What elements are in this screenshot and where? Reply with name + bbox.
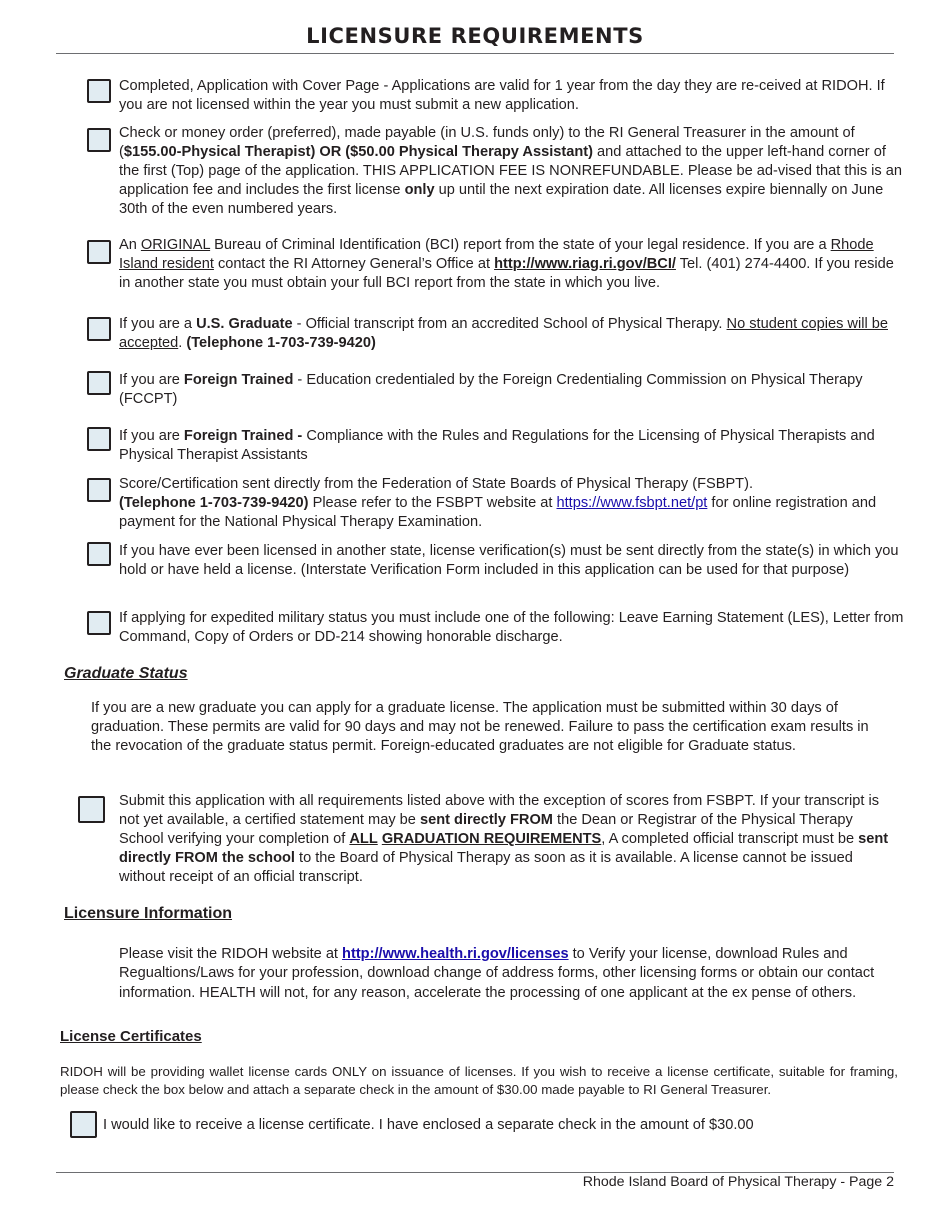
requirement-fee: Check or money order (preferred), made payable (in U.S. funds only) to the RI General Treasurer in the amount of ($155.00-Physical Therapist) OR ($50.00 Physical Therapy Assistant) and attached to the upper left-hand corner of the first (Top) page of the application. THIS APPLICATION FEE IS NONREFUNDABLE. Please be ad-vised that this is an application fee and includes the first license only up until the next expiration date. All licenses expire biennally on June 30th of the even numbered years. (119, 125, 902, 217)
bci-checkbox[interactable] (87, 240, 111, 264)
score-checkbox[interactable] (87, 478, 111, 502)
us-graduate-checkbox[interactable] (87, 317, 111, 341)
page-title: LICENSURE REQUIREMENTS (306, 24, 644, 48)
licensure-info-heading: Licensure Information (64, 905, 233, 922)
graduate-status-checkbox[interactable] (78, 796, 105, 823)
requirement-us-graduate: If you are a U.S. Graduate - Official transcript from an accredited School of Physical Therapy. No student copies will be accepted. (Telephone 1-703-739-9420) (119, 316, 888, 351)
certificate-checkbox[interactable] (70, 1111, 97, 1138)
requirement-military: If applying for expedited military status you must include one of the following: Leave Earning Statement (LES), Letter from Command, Copy of Orders or DD-214 showing honorable discharge. (119, 610, 904, 645)
fee-checkbox[interactable] (87, 128, 111, 152)
requirement-foreign-education: If you are Foreign Trained - Education credentialed by the Foreign Credentialing Commission on Physical Therapy (FCCPT) (119, 372, 863, 407)
license-certificates-heading: License Certificates (60, 1028, 202, 1045)
page-footer: Rhode Island Board of Physical Therapy - Page 2 (582, 1174, 894, 1190)
license-certificates-body: RIDOH will be providing wallet license cards ONLY on issuance of licenses. If you wish to receive a license certificate, suitable for framing, please check the box below and attach a separate check in the amount of $30.00 made payable to RI General Treasurer. (60, 1064, 898, 1098)
requirement-bci: An ORIGINAL Bureau of Criminal Identification (BCI) report from the state of your legal residence. If you are a Rhode Island resident contact the RI Attorney General’s Office at http://www.riag.ri.gov/BCI/ Tel. (401) 274-4400. If you reside in another state you must obtain your full BCI report from the state in which you live. (119, 237, 894, 291)
requirement-application: Completed, Application with Cover Page - Applications are valid for 1 year from the day they are re-ceived at RIDOH. If you are not licensed within the year you must submit a new application. (119, 78, 885, 113)
foreign-education-checkbox[interactable] (87, 371, 111, 395)
footer-divider (56, 1172, 894, 1173)
application-checkbox[interactable] (87, 79, 111, 103)
licensure-info-body: Please visit the RIDOH website at http://www.health.ri.gov/licenses to Verify your license, download Rules and Regualtions/Laws for your profession, download change of address forms, other licensing forms or obtain our contact information. HEALTH will not, for any reason, accelerate the processing of one applicant at the ex pense of others. (119, 946, 875, 1001)
requirement-verification: If you have ever been licensed in another state, license verification(s) must be sent directly from the state(s) in which you hold or have held a license. (Interstate Verification Form included in this application can be used for that purpose) (119, 543, 899, 578)
requirement-score: Score/Certification sent directly from the Federation of State Boards of Physical Therapy (FSBPT). (Telephone 1-703-739-9420) Please refer to the FSBPT website at https://www.fsbpt.net/pt for online registration and payment for the National Physical Therapy Examination. (119, 476, 877, 530)
certificate-checkbox-label: I would like to receive a license certificate. I have enclosed a separate check in the amount of $30.00 (103, 1117, 754, 1133)
ridoh-licenses-link[interactable]: http://www.health.ri.gov/licenses (342, 946, 569, 962)
foreign-compliance-checkbox[interactable] (87, 427, 111, 451)
military-checkbox[interactable] (87, 611, 111, 635)
title-divider (56, 53, 894, 54)
riag-link[interactable]: http://www.riag.ri.gov/BCI/ (494, 255, 676, 272)
verification-checkbox[interactable] (87, 542, 111, 566)
requirement-foreign-compliance: If you are Foreign Trained - Compliance with the Rules and Regulations for the Licensing of Physical Therapists and Physical Therapist Assistants (119, 428, 875, 463)
fsbpt-link[interactable]: https://www.fsbpt.net/pt (556, 494, 708, 511)
graduate-status-intro: If you are a new graduate you can apply for a graduate license. The application must be submitted within 30 days of graduation. These permits are valid for 90 days and may not be renewed. Failure to pass the certification exam results in the revocation of the graduate status permit. Foreign-educated graduates are not eligible for Graduate status. (91, 700, 869, 754)
graduate-status-item: Submit this application with all requirements listed above with the exception of scores from FSBPT. If your transcript is not yet available, a certified statement may be sent directly FROM the Dean or Registrar of the Physical Therapy School verifying your completion of ALL GRADUATION REQUIREMENTS, A completed official transcript must be sent directly FROM the school to the Board of Physical Therapy as soon as it is available. A license cannot be issued without receipt of an official transcript. (119, 793, 889, 885)
graduate-status-heading: Graduate Status (64, 665, 188, 682)
